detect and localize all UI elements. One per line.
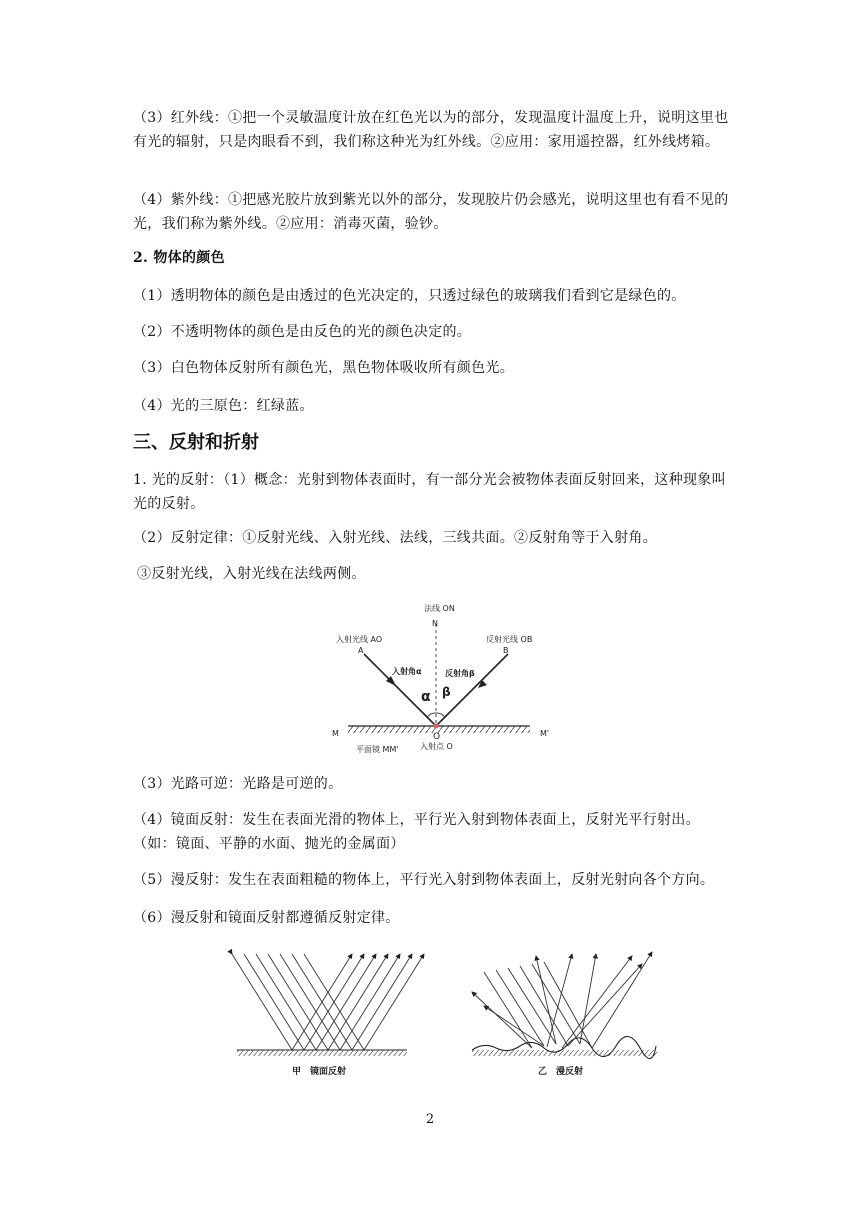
paragraph-specular: （4）镜面反射：发生在表面光滑的物体上，平行光入射到物体表面上，反射光平行射出。（如：镜面、平静的水面、抛光的金属面） [133,812,700,852]
page-number: 2 [425,1112,435,1127]
incidence-point-caption: 入射点 O [420,742,453,751]
incidence-point [434,724,439,729]
incident-ray-label: 入射光线 AO [336,635,383,644]
paragraph-reversibility: （3）光路可逆：光路是可逆的。 [133,776,343,792]
incident-angle-label: 入射角α [392,667,422,676]
point-o-label: O [433,732,441,742]
point-a-label: A [358,646,364,655]
specular-caption: 甲 镜面反射 [292,1067,347,1077]
point-b-label: B [503,646,509,655]
diffuse-caption: 乙 漫反射 [538,1067,584,1077]
paragraph-reflection-law-3: ③反射光线，入射光线在法线两侧。 [137,566,366,582]
paragraph-ultraviolet: （4）紫外线：①把感光胶片放到紫光以外的部分，发现胶片仍会感光，说明这里也有看不见的光，我们称为紫外线。②应用：消毒灭菌，验钞。 [133,192,729,232]
beta-symbol: β [442,685,451,699]
reflect-angle-label: 反射角β [445,669,475,678]
reflection-law-diagram [320,594,560,764]
paragraph-diffuse: （5）漫反射：发生在表面粗糙的物体上，平行光入射到物体表面上，反射光射向各个方向。 [133,872,715,888]
paragraph-reflection-law: （2）反射定律：①反射光线、入射光线、法线，三线共面。②反射角等于入射角。 [133,530,658,546]
paragraph-both-follow-law: （6）漫反射和镜面反射都遵循反射定律。 [133,910,400,926]
subheading-object-color: 2. 物体的颜色 [133,250,225,266]
mirror-m-label: M [332,729,339,738]
alpha-symbol: α [421,689,431,705]
mirror-caption: 平面镜 MM' [356,745,399,754]
mirror-m2-label: M' [540,729,550,738]
diffuse-reflection-figure [472,952,656,1059]
normal-n-label: N [432,619,438,628]
paragraph-color-2: （2）不透明物体的颜色是由反色的光的颜色决定的。 [133,324,472,340]
section-heading-reflection-refraction: 三、反射和折射 [133,432,259,453]
specular-diffuse-diagram [222,944,672,1084]
specular-reflection-figure [232,954,424,1050]
paragraph-infrared: （3）红外线：①把一个灵敏温度计放在红色光以为的部分，发现温度计温度上升，说明这里也有光的辐射，只是肉眼看不到，我们称这种光为红外线。②应用：家用遥控器，红外线烤箱。 [133,110,729,150]
reflected-arrowhead [478,680,487,688]
normal-label: 法线 ON [424,604,455,613]
diffuse-surface-hatching [472,1050,657,1056]
specular-surface-hatching [237,1050,407,1056]
paragraph-color-4: （4）光的三原色：红绿蓝。 [133,398,314,414]
reflected-ray-label: 反射光线 OB [486,635,533,644]
paragraph-color-1: （1）透明物体的颜色是由透过的色光决定的，只透过绿色的玻璃我们看到它是绿色的。 [133,288,686,304]
paragraph-color-3: （3）白色物体反射所有颜色光，黑色物体吸收所有颜色光。 [133,360,515,376]
paragraph-reflection-1: 1. 光的反射：（1）概念：光射到物体表面时，有一部分光会被物体表面反射回来，这种现象叫光的反射。 [133,472,726,512]
